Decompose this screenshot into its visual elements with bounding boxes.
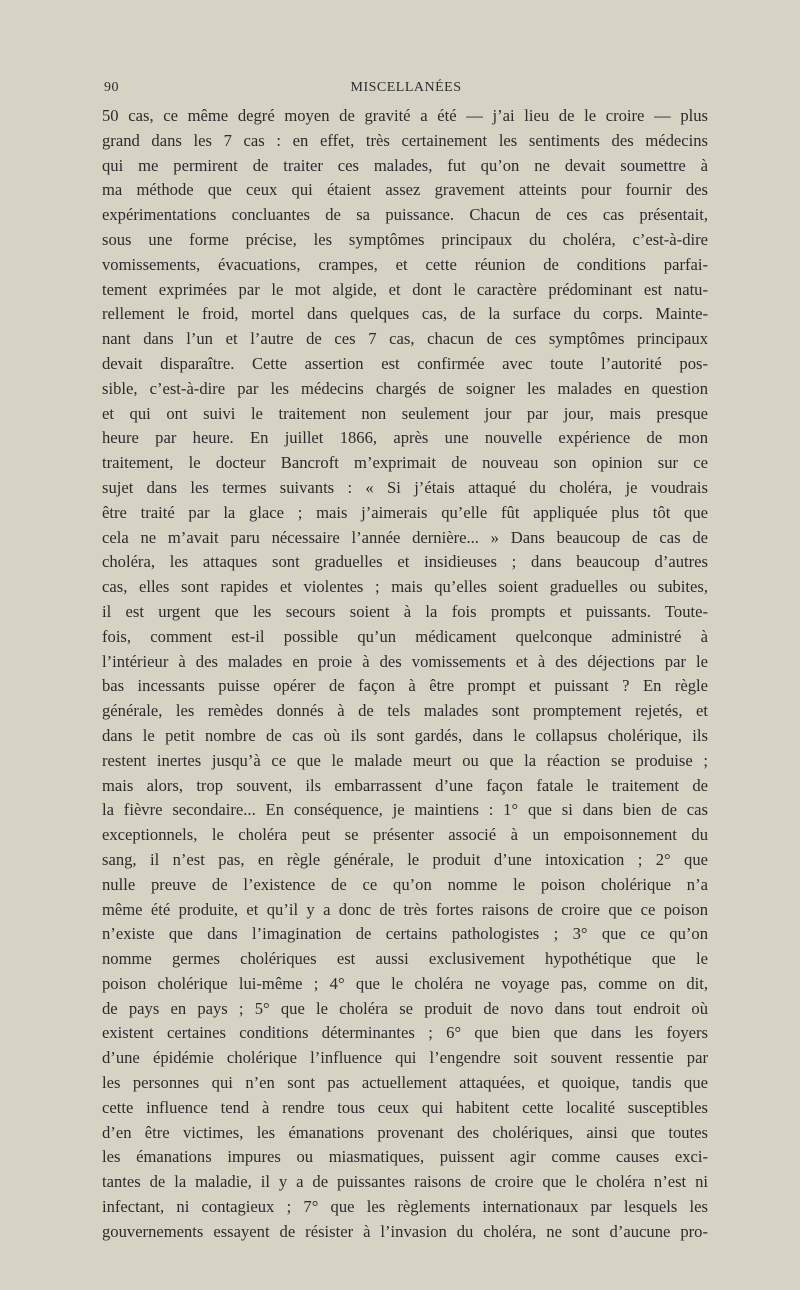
page-header <box>104 80 708 100</box>
text-line: cette influence tend à rendre tous ceux qui habitent cette localité susceptibles <box>102 1097 708 1117</box>
text-line: être traité par la glace ; mais j’aimerais qu’elle fût appliquée plus tôt que <box>102 502 708 522</box>
text-line: d’en être victimes, les émanations provenant des cholériques, ainsi que toutes <box>102 1122 708 1142</box>
text-line: grand dans les 7 cas : en effet, très certainement les sentiments des médecins <box>102 130 708 150</box>
text-line: nulle preuve de l’existence de ce qu’on nomme le poison cholérique n’a <box>102 874 708 894</box>
text-line: dans le petit nombre de cas où ils sont gardés, dans le collapsus cholérique, ils <box>102 725 708 745</box>
body-text <box>102 104 708 1245</box>
text-line: nomme germes cholériques est aussi exclusivement hypothétique que le <box>102 949 708 969</box>
text-line: qui me permirent de traiter ces malades, fut qu’on ne devait soumettre à <box>102 155 708 175</box>
text-line: 50 cas, ce même degré moyen de gravité a été — j’ai lieu de le croire — plus <box>102 106 708 125</box>
text-line: d’une épidémie cholérique l’influence qui l’engendre soit souvent ressentie par <box>102 1048 708 1068</box>
text-line: générale, les remèdes donnés à de tels malades sont promptement rejetés, et <box>102 701 708 721</box>
text-line: sang, il n’est pas, en règle générale, le produit d’une intoxication ; 2° que <box>102 849 708 869</box>
text-line: gouvernements essayent de résister à l’invasion du choléra, ne sont d’aucune pro- <box>102 1221 708 1241</box>
text-line: de pays en pays ; 5° que le choléra se produit de novo dans tout endroit où <box>102 998 708 1018</box>
text-line: nant dans l’un et l’autre de ces 7 cas, chacun de ces symptômes principaux <box>102 329 708 349</box>
text-line: choléra, les attaques sont graduelles et insidieuses ; dans beaucoup d’autres <box>102 552 708 572</box>
text-line: heure par heure. En juillet 1866, après une nouvelle expérience de mon <box>102 428 708 448</box>
text-line: même été produite, et qu’il y a donc de très fortes raisons de croire que ce poison <box>102 899 708 919</box>
running-title: MISCELLANÉES <box>350 80 462 95</box>
text-line: ma méthode que ceux qui étaient assez gravement atteints pour fournir des <box>102 180 708 200</box>
text-line: vomissements, évacuations, crampes, et cette réunion de conditions parfai- <box>102 254 708 274</box>
text-line: tement exprimées par le mot algide, et dont le caractère prédominant est natu- <box>102 279 708 299</box>
text-line: cas, elles sont rapides et violentes ; mais qu’elles soient graduelles ou subites, <box>102 577 708 597</box>
text-line: cela ne m’avait paru nécessaire l’année dernière... » Dans beaucoup de cas de <box>102 527 708 547</box>
text-line: les émanations impures ou miasmatiques, puissent agir comme causes exci- <box>102 1147 708 1167</box>
text-line: infectant, ni contagieux ; 7° que les règlements internationaux par lesquels les <box>102 1197 708 1217</box>
text-line: n’existe que dans l’imagination de certains pathologistes ; 3° que ce qu’on <box>102 924 708 944</box>
text-line: restent inertes jusqu’à ce que le malade meurt ou que la réaction se produise ; <box>102 750 708 770</box>
text-line: fois, comment est-il possible qu’un médicament quelconque administré à <box>102 626 708 646</box>
text-line: mais alors, trop souvent, ils embarrassent d’une façon fatale le traitement de <box>102 775 708 795</box>
text-line: existent certaines conditions déterminantes ; 6° que bien que dans les foyers <box>102 1023 708 1043</box>
text-line: sous une forme précise, les symptômes principaux du choléra, c’est-à-dire <box>102 229 708 249</box>
text-line: devait disparaître. Cette assertion est confirmée avec toute l’autorité pos- <box>102 353 708 373</box>
text-line: les personnes qui n’en sont pas actuellement attaquées, et quoique, tandis que <box>102 1073 708 1093</box>
text-line: il est urgent que les secours soient à la fois prompts et puissants. Toute- <box>102 601 708 621</box>
text-line: et qui ont suivi le traitement non seulement jour par jour, mais presque <box>102 403 708 423</box>
text-line: poison cholérique lui-même ; 4° que le choléra ne voyage pas, comme on dit, <box>102 973 708 993</box>
text-line: rellement le froid, mortel dans quelques cas, de la surface du corps. Mainte- <box>102 304 708 324</box>
text-line: tantes de la maladie, il y a de puissantes raisons de croire que le choléra n’est ni <box>102 1172 708 1192</box>
page-number: 90 <box>104 80 119 95</box>
text-line: traitement, le docteur Bancroft m’exprimait de nouveau son opinion sur ce <box>102 453 708 473</box>
text-line: bas incessants puisse opérer de façon à être prompt et puissant ? En règle <box>102 676 708 696</box>
text-line: sible, c’est-à-dire par les médecins chargés de soigner les malades en question <box>102 378 708 398</box>
text-line: expérimentations concluantes de sa puissance. Chacun de ces cas présentait, <box>102 205 708 225</box>
text-line: sujet dans les termes suivants : « Si j’étais attaqué du choléra, je voudrais <box>102 477 708 497</box>
text-line: l’intérieur à des malades en proie à des vomissements et à des déjections par le <box>102 651 708 671</box>
text-line: la fièvre secondaire... En conséquence, je maintiens : 1° que si dans bien de cas <box>102 800 708 820</box>
text-line: exceptionnels, le choléra peut se présenter associé à un empoisonnement du <box>102 825 708 845</box>
